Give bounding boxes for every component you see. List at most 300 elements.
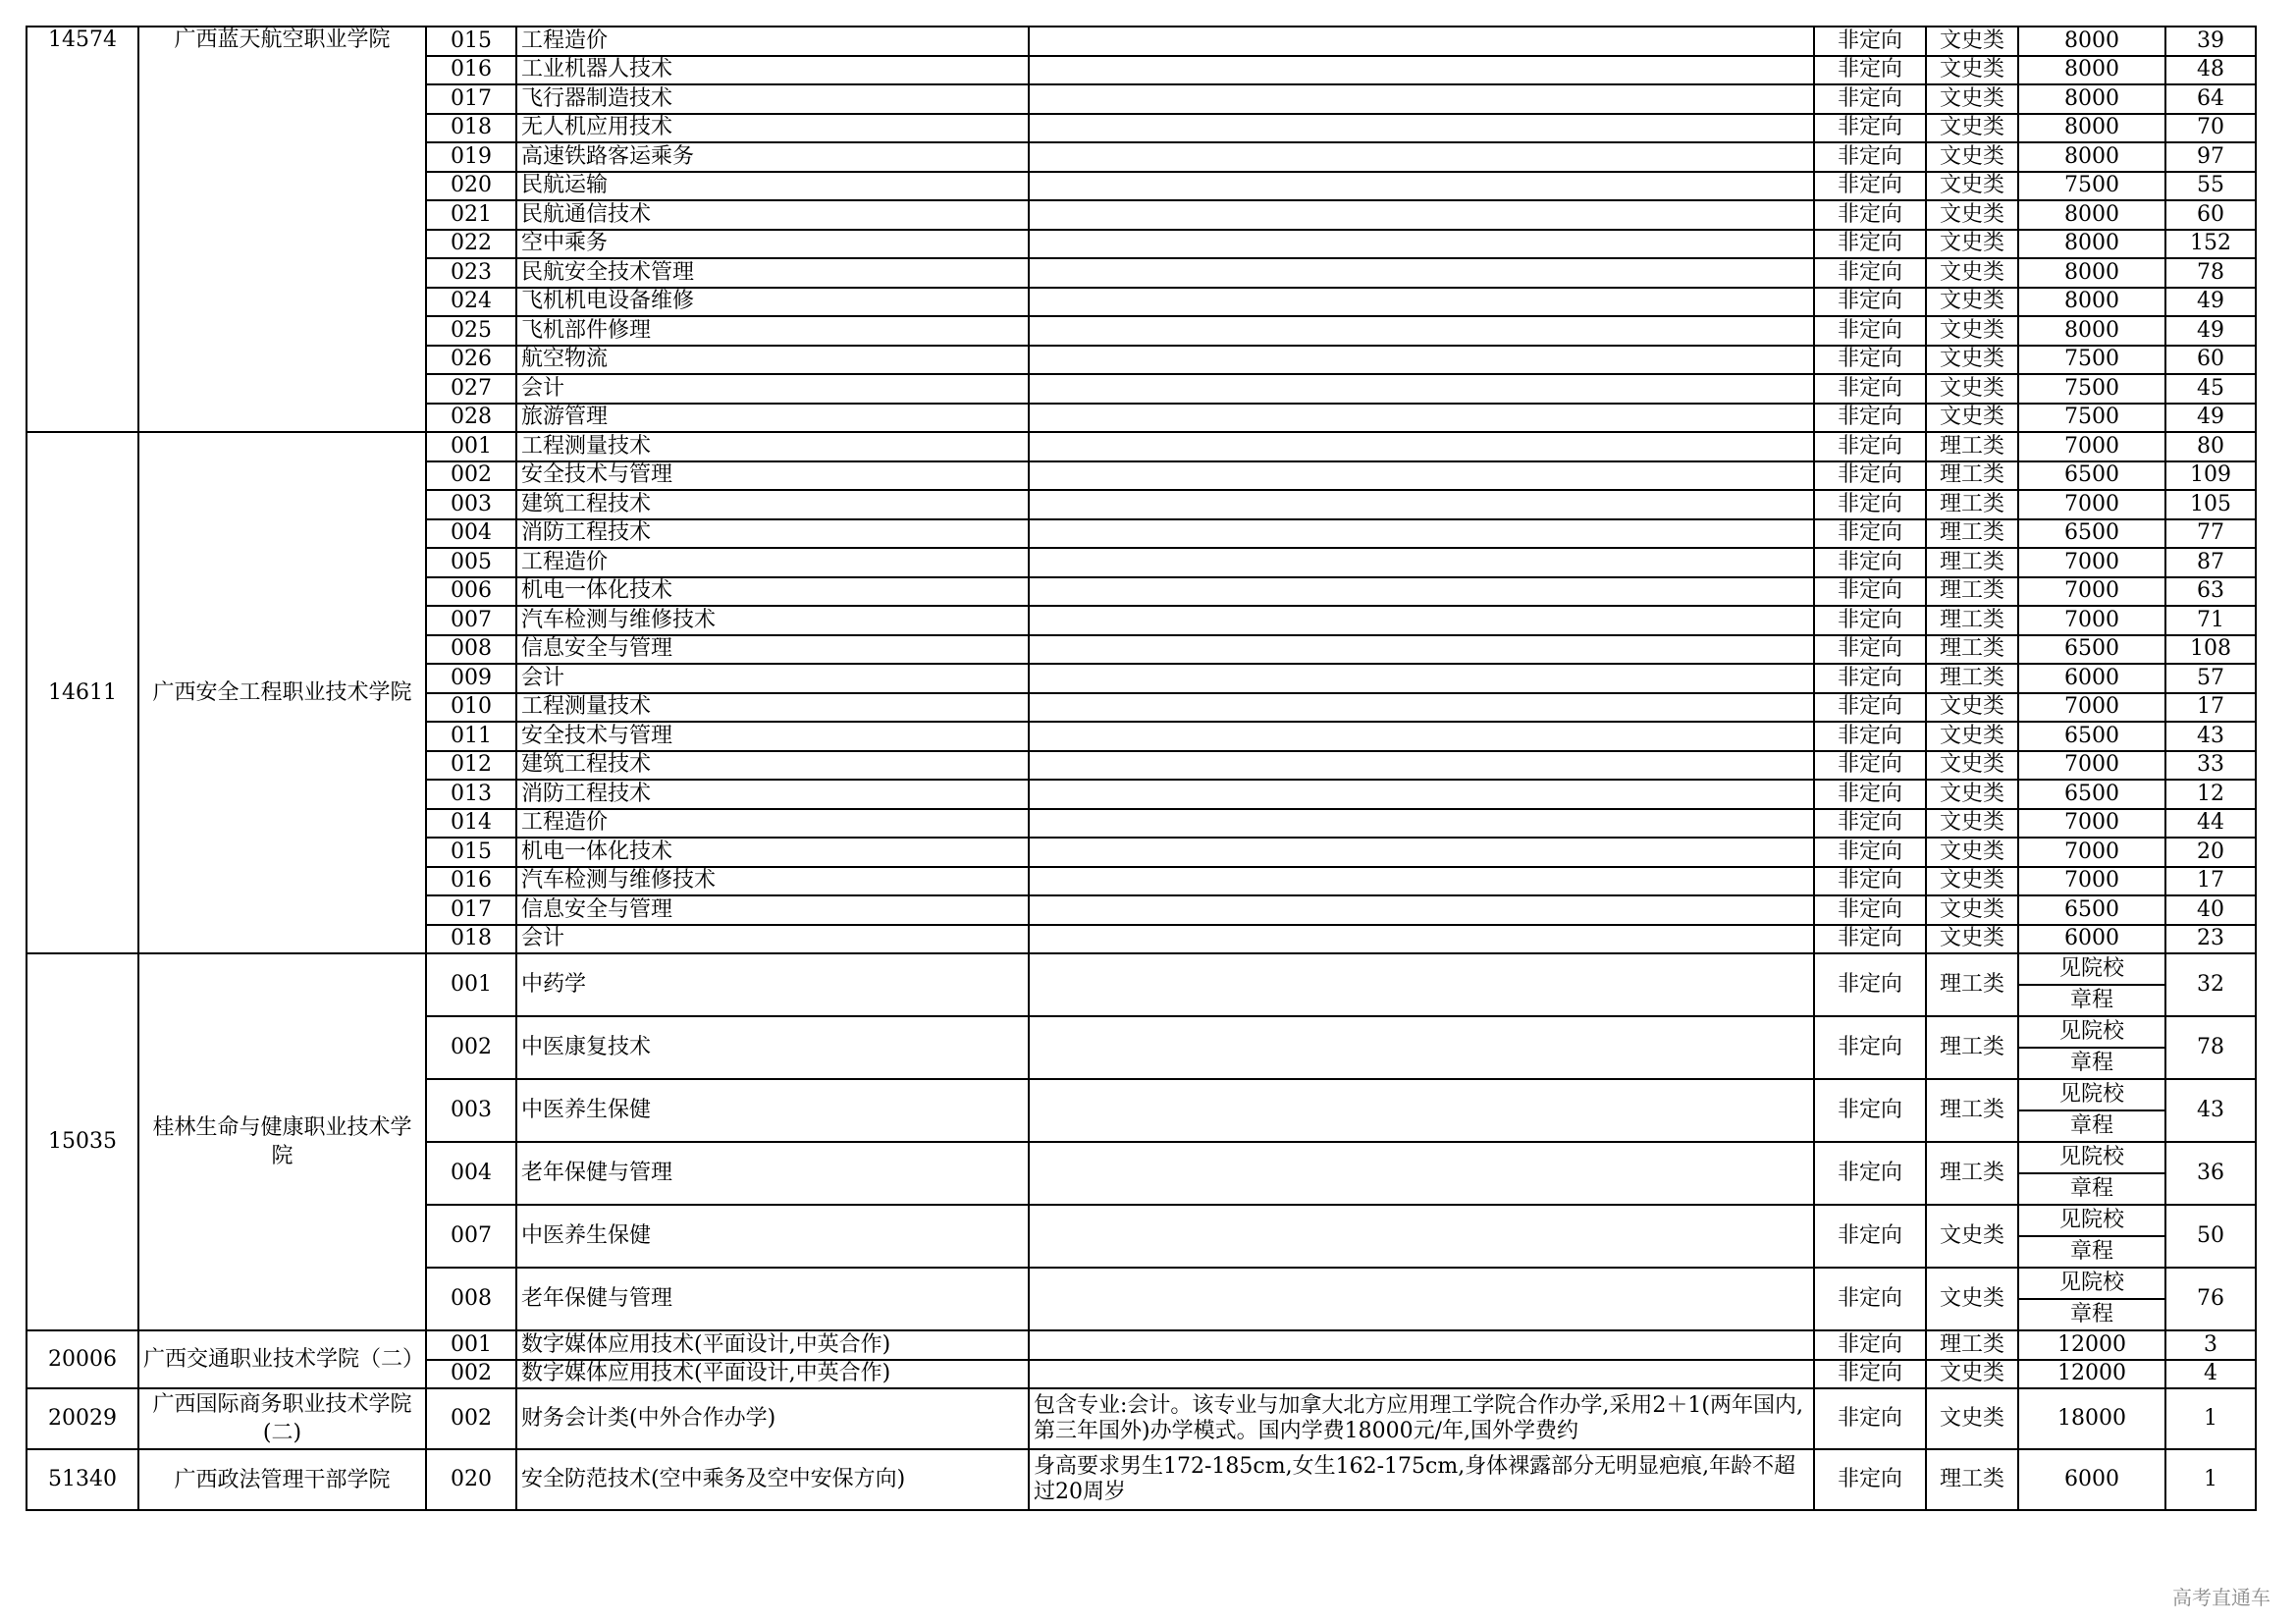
major-name: 工程测量技术 xyxy=(516,693,1029,723)
major-name: 会计 xyxy=(516,925,1029,954)
enrollment-direction: 非定向 xyxy=(1814,27,1926,56)
plan-count: 1 xyxy=(2165,1388,2256,1449)
plan-count: 70 xyxy=(2165,114,2256,143)
subject-category: 理工类 xyxy=(1926,1016,2018,1079)
plan-count: 49 xyxy=(2165,316,2256,346)
major-note xyxy=(1029,374,1814,404)
plan-count: 49 xyxy=(2165,288,2256,317)
plan-count: 77 xyxy=(2165,519,2256,549)
enrollment-direction: 非定向 xyxy=(1814,751,1926,781)
major-name: 飞机机电设备维修 xyxy=(516,288,1029,317)
plan-count: 50 xyxy=(2165,1205,2256,1268)
plan-count: 17 xyxy=(2165,867,2256,896)
tuition-fee: 7000 xyxy=(2018,606,2165,635)
tuition-fee: 8000 xyxy=(2018,27,2165,56)
school-code: 14574 xyxy=(27,27,138,432)
subject-category: 理工类 xyxy=(1926,953,2018,1016)
tuition-fee: 6500 xyxy=(2018,722,2165,751)
plan-count: 39 xyxy=(2165,27,2256,56)
plan-count: 48 xyxy=(2165,56,2256,85)
enrollment-direction: 非定向 xyxy=(1814,374,1926,404)
major-note xyxy=(1029,838,1814,867)
major-name: 无人机应用技术 xyxy=(516,114,1029,143)
plan-count: 17 xyxy=(2165,693,2256,723)
major-name: 建筑工程技术 xyxy=(516,751,1029,781)
major-code: 012 xyxy=(426,751,516,781)
major-note xyxy=(1029,722,1814,751)
major-code: 007 xyxy=(426,1205,516,1268)
major-note xyxy=(1029,809,1814,839)
enrollment-direction: 非定向 xyxy=(1814,461,1926,491)
major-code: 020 xyxy=(426,1449,516,1510)
major-name: 安全技术与管理 xyxy=(516,461,1029,491)
school-code: 51340 xyxy=(27,1449,138,1510)
plan-count: 55 xyxy=(2165,172,2256,201)
enrollment-direction: 非定向 xyxy=(1814,56,1926,85)
major-code: 005 xyxy=(426,548,516,577)
tuition-fee: 6500 xyxy=(2018,780,2165,809)
subject-category: 理工类 xyxy=(1926,664,2018,693)
school-group-14574 xyxy=(27,27,2256,432)
subject-category: 理工类 xyxy=(1926,1142,2018,1205)
plan-count: 71 xyxy=(2165,606,2256,635)
enrollment-direction: 非定向 xyxy=(1814,316,1926,346)
plan-count: 44 xyxy=(2165,809,2256,839)
major-note xyxy=(1029,1205,1814,1268)
major-note xyxy=(1029,953,1814,1016)
tuition-fee-line1: 见院校 xyxy=(2019,1080,2164,1111)
major-code: 002 xyxy=(426,1388,516,1449)
major-code: 021 xyxy=(426,200,516,230)
plan-count: 3 xyxy=(2165,1330,2256,1360)
major-name: 旅游管理 xyxy=(516,404,1029,433)
subject-category: 理工类 xyxy=(1926,461,2018,491)
subject-category: 文史类 xyxy=(1926,693,2018,723)
major-code: 010 xyxy=(426,693,516,723)
school-code: 20006 xyxy=(27,1330,138,1388)
school-name: 广西蓝天航空职业学院 xyxy=(138,27,426,432)
subject-category: 文史类 xyxy=(1926,404,2018,433)
tuition-fee-line2: 章程 xyxy=(2069,1051,2113,1075)
tuition-fee: 6000 xyxy=(2018,664,2165,693)
plan-count: 40 xyxy=(2165,895,2256,925)
major-note xyxy=(1029,114,1814,143)
major-code: 014 xyxy=(426,809,516,839)
major-note xyxy=(1029,27,1814,56)
major-note xyxy=(1029,577,1814,607)
major-code: 001 xyxy=(426,953,516,1016)
major-note xyxy=(1029,780,1814,809)
tuition-fee: 7000 xyxy=(2018,751,2165,781)
subject-category: 理工类 xyxy=(1926,548,2018,577)
major-name: 安全技术与管理 xyxy=(516,722,1029,751)
enrollment-direction: 非定向 xyxy=(1814,809,1926,839)
major-note xyxy=(1029,925,1814,954)
tuition-fee-line1: 见院校 xyxy=(2019,954,2164,986)
major-note xyxy=(1029,258,1814,288)
subject-category: 理工类 xyxy=(1926,1449,2018,1510)
subject-category: 文史类 xyxy=(1926,780,2018,809)
enrollment-direction: 非定向 xyxy=(1814,288,1926,317)
tuition-fee: 7000 xyxy=(2018,809,2165,839)
major-note xyxy=(1029,288,1814,317)
major-name: 老年保健与管理 xyxy=(516,1268,1029,1330)
school-name: 广西国际商务职业技术学院(二) xyxy=(138,1388,426,1449)
tuition-fee-line1: 见院校 xyxy=(2019,1206,2164,1237)
school-name: 广西政法管理干部学院 xyxy=(138,1449,426,1510)
major-note xyxy=(1029,172,1814,201)
tuition-fee: 8000 xyxy=(2018,56,2165,85)
subject-category: 理工类 xyxy=(1926,577,2018,607)
enrollment-direction: 非定向 xyxy=(1814,1268,1926,1330)
major-code: 002 xyxy=(426,1360,516,1389)
major-code: 022 xyxy=(426,230,516,259)
major-name: 数字媒体应用技术(平面设计,中英合作) xyxy=(516,1330,1029,1360)
tuition-fee: 6000 xyxy=(2018,925,2165,954)
subject-category: 文史类 xyxy=(1926,895,2018,925)
tuition-fee: 8000 xyxy=(2018,84,2165,114)
major-code: 001 xyxy=(426,1330,516,1360)
subject-category: 文史类 xyxy=(1926,258,2018,288)
major-note xyxy=(1029,867,1814,896)
tuition-fee: 7000 xyxy=(2018,693,2165,723)
major-note xyxy=(1029,635,1814,665)
tuition-fee: 7000 xyxy=(2018,838,2165,867)
major-note xyxy=(1029,1360,1814,1389)
plan-count: 32 xyxy=(2165,953,2256,1016)
major-code: 023 xyxy=(426,258,516,288)
major-name: 民航通信技术 xyxy=(516,200,1029,230)
major-code: 015 xyxy=(426,838,516,867)
major-name: 消防工程技术 xyxy=(516,519,1029,549)
subject-category: 文史类 xyxy=(1926,288,2018,317)
tuition-fee xyxy=(2018,953,2165,1016)
major-name: 中医养生保健 xyxy=(516,1205,1029,1268)
plan-count: 64 xyxy=(2165,84,2256,114)
major-note xyxy=(1029,404,1814,433)
plan-count: 4 xyxy=(2165,1360,2256,1389)
school-name: 广西交通职业技术学院（二） xyxy=(138,1330,426,1388)
major-name: 飞行器制造技术 xyxy=(516,84,1029,114)
admissions-plan-table xyxy=(26,26,2257,1511)
plan-count: 45 xyxy=(2165,374,2256,404)
major-code: 028 xyxy=(426,404,516,433)
major-note: 包含专业:会计。该专业与加拿大北方应用理工学院合作办学,采用2＋1(两年国内,第三年国外)办学模式。国内学费18000元/年,国外学费约 xyxy=(1029,1388,1814,1449)
major-name: 飞机部件修理 xyxy=(516,316,1029,346)
major-code: 004 xyxy=(426,519,516,549)
tuition-fee xyxy=(2018,1205,2165,1268)
subject-category: 文史类 xyxy=(1926,200,2018,230)
subject-category: 理工类 xyxy=(1926,1079,2018,1142)
major-name: 空中乘务 xyxy=(516,230,1029,259)
enrollment-direction: 非定向 xyxy=(1814,867,1926,896)
table-row xyxy=(27,1388,2256,1449)
tuition-fee: 7000 xyxy=(2018,490,2165,519)
enrollment-direction: 非定向 xyxy=(1814,114,1926,143)
major-note xyxy=(1029,316,1814,346)
tuition-fee: 8000 xyxy=(2018,142,2165,172)
plan-count: 20 xyxy=(2165,838,2256,867)
subject-category: 文史类 xyxy=(1926,27,2018,56)
subject-category: 文史类 xyxy=(1926,1205,2018,1268)
enrollment-direction: 非定向 xyxy=(1814,1205,1926,1268)
school-code: 20029 xyxy=(27,1388,138,1449)
subject-category: 文史类 xyxy=(1926,84,2018,114)
enrollment-direction: 非定向 xyxy=(1814,780,1926,809)
school-group-51340 xyxy=(27,1449,2256,1510)
enrollment-direction: 非定向 xyxy=(1814,838,1926,867)
tuition-fee xyxy=(2018,1016,2165,1079)
subject-category: 文史类 xyxy=(1926,809,2018,839)
enrollment-direction: 非定向 xyxy=(1814,895,1926,925)
enrollment-direction: 非定向 xyxy=(1814,1388,1926,1449)
tuition-fee: 7000 xyxy=(2018,548,2165,577)
subject-category: 文史类 xyxy=(1926,172,2018,201)
subject-category: 理工类 xyxy=(1926,519,2018,549)
enrollment-direction: 非定向 xyxy=(1814,432,1926,461)
enrollment-direction: 非定向 xyxy=(1814,172,1926,201)
major-name: 民航安全技术管理 xyxy=(516,258,1029,288)
school-group-14611 xyxy=(27,432,2256,953)
major-code: 013 xyxy=(426,780,516,809)
tuition-fee: 7500 xyxy=(2018,172,2165,201)
major-name: 数字媒体应用技术(平面设计,中英合作) xyxy=(516,1360,1029,1389)
major-name: 工程测量技术 xyxy=(516,432,1029,461)
major-code: 027 xyxy=(426,374,516,404)
subject-category: 文史类 xyxy=(1926,1268,2018,1330)
plan-count: 109 xyxy=(2165,461,2256,491)
major-note xyxy=(1029,142,1814,172)
plan-count: 23 xyxy=(2165,925,2256,954)
plan-count: 43 xyxy=(2165,1079,2256,1142)
school-group-15035 xyxy=(27,953,2256,1330)
major-code: 017 xyxy=(426,895,516,925)
tuition-fee-line2: 章程 xyxy=(2069,1176,2113,1201)
major-note xyxy=(1029,664,1814,693)
major-code: 009 xyxy=(426,664,516,693)
major-name: 工程造价 xyxy=(516,809,1029,839)
school-name: 广西安全工程职业技术学院 xyxy=(138,432,426,953)
plan-count: 60 xyxy=(2165,346,2256,375)
enrollment-direction: 非定向 xyxy=(1814,925,1926,954)
major-name: 会计 xyxy=(516,374,1029,404)
major-name: 汽车检测与维修技术 xyxy=(516,867,1029,896)
major-note xyxy=(1029,1268,1814,1330)
major-note: 身高要求男生172-185cm,女生162-175cm,身体裸露部分无明显疤痕,年龄不超过20周岁 xyxy=(1029,1449,1814,1510)
tuition-fee xyxy=(2018,1142,2165,1205)
major-note xyxy=(1029,56,1814,85)
tuition-fee: 7000 xyxy=(2018,432,2165,461)
enrollment-direction: 非定向 xyxy=(1814,1079,1926,1142)
plan-count: 33 xyxy=(2165,751,2256,781)
tuition-fee: 8000 xyxy=(2018,230,2165,259)
subject-category: 文史类 xyxy=(1926,1388,2018,1449)
major-note xyxy=(1029,84,1814,114)
school-group-20006 xyxy=(27,1330,2256,1388)
major-note xyxy=(1029,519,1814,549)
major-code: 017 xyxy=(426,84,516,114)
subject-category: 文史类 xyxy=(1926,838,2018,867)
major-code: 007 xyxy=(426,606,516,635)
tuition-fee: 18000 xyxy=(2018,1388,2165,1449)
plan-count: 152 xyxy=(2165,230,2256,259)
major-code: 008 xyxy=(426,1268,516,1330)
major-name: 信息安全与管理 xyxy=(516,635,1029,665)
subject-category: 理工类 xyxy=(1926,606,2018,635)
tuition-fee: 7000 xyxy=(2018,577,2165,607)
watermark-text: 高考直通车 xyxy=(2172,1586,2270,1609)
tuition-fee: 8000 xyxy=(2018,316,2165,346)
major-note xyxy=(1029,230,1814,259)
plan-count: 80 xyxy=(2165,432,2256,461)
major-name: 信息安全与管理 xyxy=(516,895,1029,925)
major-code: 004 xyxy=(426,1142,516,1205)
plan-count: 12 xyxy=(2165,780,2256,809)
subject-category: 理工类 xyxy=(1926,432,2018,461)
enrollment-direction: 非定向 xyxy=(1814,258,1926,288)
tuition-fee-line1: 见院校 xyxy=(2019,1143,2164,1174)
tuition-fee-line1: 见院校 xyxy=(2019,1269,2164,1300)
major-note xyxy=(1029,1016,1814,1079)
subject-category: 理工类 xyxy=(1926,635,2018,665)
enrollment-direction: 非定向 xyxy=(1814,606,1926,635)
major-note xyxy=(1029,606,1814,635)
table-row xyxy=(27,27,2256,56)
enrollment-direction: 非定向 xyxy=(1814,635,1926,665)
tuition-fee-line2: 章程 xyxy=(2069,988,2113,1012)
plan-count: 76 xyxy=(2165,1268,2256,1330)
major-name: 机电一体化技术 xyxy=(516,838,1029,867)
major-code: 001 xyxy=(426,432,516,461)
enrollment-direction: 非定向 xyxy=(1814,200,1926,230)
enrollment-direction: 非定向 xyxy=(1814,664,1926,693)
plan-count: 78 xyxy=(2165,258,2256,288)
enrollment-direction: 非定向 xyxy=(1814,693,1926,723)
major-code: 003 xyxy=(426,1079,516,1142)
major-name: 建筑工程技术 xyxy=(516,490,1029,519)
major-note xyxy=(1029,432,1814,461)
subject-category: 文史类 xyxy=(1926,722,2018,751)
subject-category: 理工类 xyxy=(1926,1330,2018,1360)
tuition-fee: 8000 xyxy=(2018,200,2165,230)
major-note xyxy=(1029,490,1814,519)
enrollment-direction: 非定向 xyxy=(1814,404,1926,433)
subject-category: 文史类 xyxy=(1926,56,2018,85)
enrollment-direction: 非定向 xyxy=(1814,1360,1926,1389)
major-code: 026 xyxy=(426,346,516,375)
plan-count: 97 xyxy=(2165,142,2256,172)
major-code: 025 xyxy=(426,316,516,346)
major-name: 会计 xyxy=(516,664,1029,693)
school-group-20029 xyxy=(27,1388,2256,1449)
major-note xyxy=(1029,693,1814,723)
tuition-fee xyxy=(2018,1079,2165,1142)
tuition-fee: 7000 xyxy=(2018,867,2165,896)
tuition-fee-line2: 章程 xyxy=(2069,1239,2113,1264)
major-name: 老年保健与管理 xyxy=(516,1142,1029,1205)
plan-count: 108 xyxy=(2165,635,2256,665)
plan-count: 87 xyxy=(2165,548,2256,577)
subject-category: 文史类 xyxy=(1926,346,2018,375)
tuition-fee: 6500 xyxy=(2018,461,2165,491)
enrollment-direction: 非定向 xyxy=(1814,1330,1926,1360)
major-note xyxy=(1029,1142,1814,1205)
plan-count: 36 xyxy=(2165,1142,2256,1205)
subject-category: 文史类 xyxy=(1926,230,2018,259)
major-code: 015 xyxy=(426,27,516,56)
major-name: 工业机器人技术 xyxy=(516,56,1029,85)
major-name: 航空物流 xyxy=(516,346,1029,375)
tuition-fee: 6000 xyxy=(2018,1449,2165,1510)
tuition-fee: 12000 xyxy=(2018,1360,2165,1389)
school-code: 15035 xyxy=(27,953,138,1330)
major-name: 工程造价 xyxy=(516,548,1029,577)
enrollment-direction: 非定向 xyxy=(1814,230,1926,259)
plan-count: 63 xyxy=(2165,577,2256,607)
major-code: 024 xyxy=(426,288,516,317)
tuition-fee-line2: 章程 xyxy=(2069,1113,2113,1138)
plan-count: 57 xyxy=(2165,664,2256,693)
major-code: 016 xyxy=(426,56,516,85)
enrollment-direction: 非定向 xyxy=(1814,519,1926,549)
major-code: 008 xyxy=(426,635,516,665)
major-name: 财务会计类(中外合作办学) xyxy=(516,1388,1029,1449)
subject-category: 文史类 xyxy=(1926,142,2018,172)
table-row xyxy=(27,432,2256,461)
major-name: 中药学 xyxy=(516,953,1029,1016)
subject-category: 文史类 xyxy=(1926,751,2018,781)
enrollment-direction: 非定向 xyxy=(1814,722,1926,751)
subject-category: 文史类 xyxy=(1926,114,2018,143)
subject-category: 文史类 xyxy=(1926,374,2018,404)
major-note xyxy=(1029,548,1814,577)
tuition-fee: 7500 xyxy=(2018,346,2165,375)
table-row xyxy=(27,1449,2256,1510)
tuition-fee: 7500 xyxy=(2018,374,2165,404)
admissions-plan-sheet xyxy=(26,26,2257,1511)
enrollment-direction: 非定向 xyxy=(1814,548,1926,577)
tuition-fee: 7500 xyxy=(2018,404,2165,433)
subject-category: 文史类 xyxy=(1926,867,2018,896)
school-code: 14611 xyxy=(27,432,138,953)
enrollment-direction: 非定向 xyxy=(1814,1016,1926,1079)
major-code: 003 xyxy=(426,490,516,519)
major-code: 018 xyxy=(426,114,516,143)
major-code: 019 xyxy=(426,142,516,172)
major-code: 002 xyxy=(426,461,516,491)
major-name: 高速铁路客运乘务 xyxy=(516,142,1029,172)
major-code: 011 xyxy=(426,722,516,751)
tuition-fee: 6500 xyxy=(2018,519,2165,549)
tuition-fee: 8000 xyxy=(2018,114,2165,143)
major-name: 安全防范技术(空中乘务及空中安保方向) xyxy=(516,1449,1029,1510)
major-code: 002 xyxy=(426,1016,516,1079)
major-code: 006 xyxy=(426,577,516,607)
plan-count: 49 xyxy=(2165,404,2256,433)
major-name: 中医康复技术 xyxy=(516,1016,1029,1079)
plan-count: 43 xyxy=(2165,722,2256,751)
major-name: 民航运输 xyxy=(516,172,1029,201)
major-note xyxy=(1029,461,1814,491)
major-note xyxy=(1029,751,1814,781)
school-name: 桂林生命与健康职业技术学院 xyxy=(138,953,426,1330)
enrollment-direction: 非定向 xyxy=(1814,953,1926,1016)
plan-count: 78 xyxy=(2165,1016,2256,1079)
plan-count: 60 xyxy=(2165,200,2256,230)
subject-category: 文史类 xyxy=(1926,925,2018,954)
major-name: 中医养生保健 xyxy=(516,1079,1029,1142)
tuition-fee: 12000 xyxy=(2018,1330,2165,1360)
